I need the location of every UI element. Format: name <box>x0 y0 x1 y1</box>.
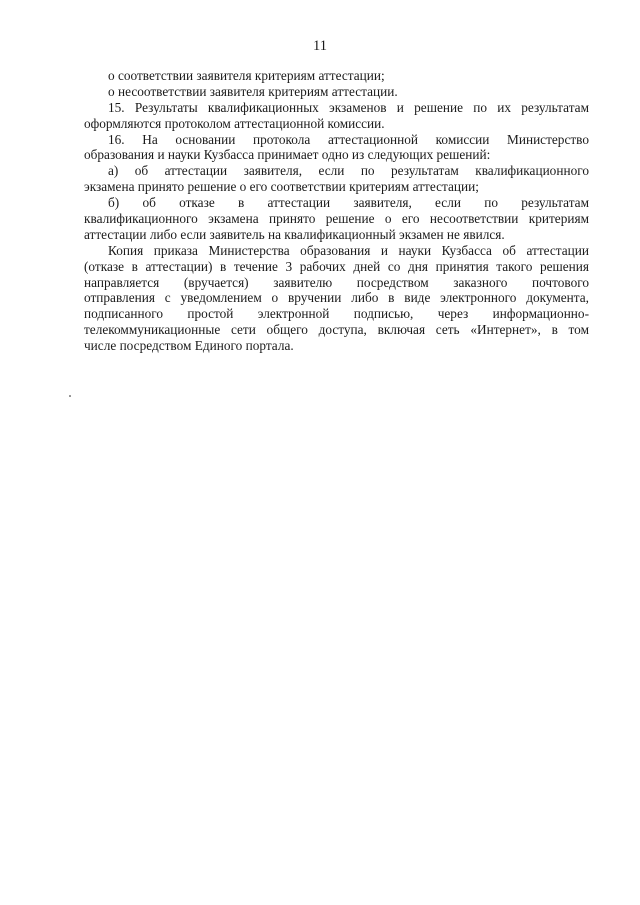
text-line: о соответствии заявителя критериям аттестации; <box>108 68 385 83</box>
text-line: направляется (вручается) заявителю посредством заказного почтового <box>84 274 589 290</box>
text-line: экзамена принято решение о его соответствии критериям аттестации; <box>84 179 479 195</box>
text-line: а) об аттестации заявителя, если по результатам квалификационного <box>108 163 589 179</box>
text-line: (отказе в аттестации) в течение 3 рабочих дней со дня принятия такого решения <box>84 258 589 274</box>
text-line: образования и науки Кузбасса принимает одно из следующих решений: <box>84 147 491 163</box>
text-line: 16. На основании протокола аттестационной комиссии Министерство <box>108 131 589 147</box>
text-line: Копия приказа Министерства образования и науки Кузбасса об аттестации <box>108 242 589 258</box>
scan-speck <box>69 395 71 397</box>
text-line: аттестации либо если заявитель на квалификационный экзамен не явился. <box>84 226 505 242</box>
text-line: о несоответствии заявителя критериям аттестации. <box>108 83 398 99</box>
text-line: б) об отказе в аттестации заявителя, если по результатам <box>108 195 589 211</box>
document-body <box>84 68 589 354</box>
text-line: подписанного простой электронной подписью, через информационно- <box>84 306 589 322</box>
text-line: квалификационного экзамена принято решение о его несоответствии критериям <box>84 211 589 227</box>
text-line: числе посредством Единого портала. <box>84 338 294 354</box>
text-line: 15. Результаты квалификационных экзаменов и решение по их результатам <box>108 99 589 115</box>
text-line: отправления с уведомлением о вручении либо в виде электронного документа, <box>84 290 589 306</box>
text-line: телекоммуникационные сети общего доступа, включая сеть «Интернет», в том <box>84 322 589 338</box>
page-number: 11 <box>313 38 327 54</box>
text-line: оформляются протоколом аттестационной комиссии. <box>84 115 385 131</box>
